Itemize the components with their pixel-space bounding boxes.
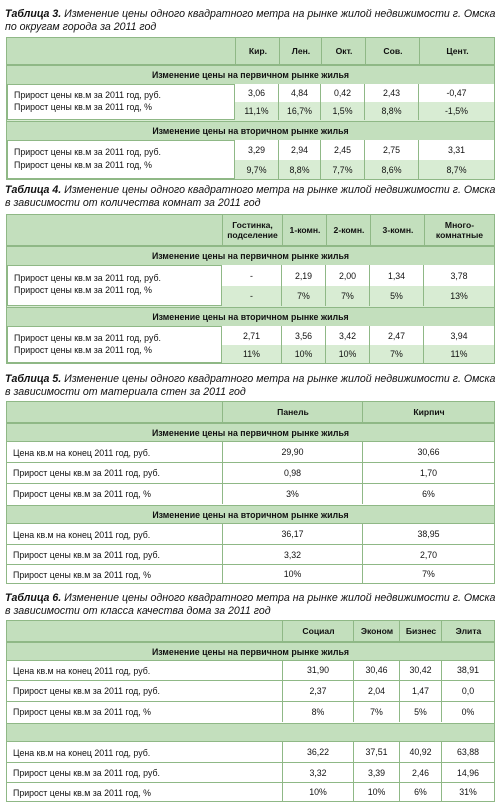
table-cell: 2,43 — [365, 84, 419, 102]
table-cell: 11% — [424, 345, 494, 363]
table-cell: 1,34 — [370, 265, 424, 286]
table-cell: 0,42 — [321, 84, 365, 102]
table6-label-rub: Прирост цены кв.м за 2011 год, руб. — [13, 686, 160, 696]
table3-col-sov: Сов. — [365, 38, 420, 64]
table-cell: 1,5% — [321, 102, 365, 120]
table3-label-pct: Прирост цены кв.м за 2011 год, % — [14, 102, 152, 112]
table6-header — [7, 621, 494, 642]
table5-label-price: Цена кв.м на конец 2011 год, руб. — [13, 530, 151, 540]
table-cell: 30,66 — [362, 442, 494, 462]
table-cell: 36,17 — [222, 524, 362, 544]
table3-secondary-band: Изменение цены на вторичном рынке жилья — [7, 121, 494, 141]
table-cell: 10% — [282, 783, 353, 801]
table-cell: 38,95 — [362, 524, 494, 544]
table-cell: 38,91 — [441, 660, 494, 680]
table6-secondary-band — [7, 723, 494, 742]
table-cell: 2,00 — [326, 265, 370, 286]
table-cell: 7% — [362, 565, 494, 583]
table5-label-rub: Прирост цены кв.м за 2011 год, руб. — [13, 468, 160, 478]
table-cell: 8,6% — [365, 160, 419, 179]
table-cell: 37,51 — [353, 742, 399, 762]
table-cell: 31,90 — [282, 660, 353, 680]
table-cell: 1,70 — [362, 463, 494, 483]
table-cell: 3,56 — [282, 326, 326, 345]
table-cell: 36,22 — [282, 742, 353, 762]
table-cell: 4,84 — [279, 84, 321, 102]
table5 — [6, 401, 495, 584]
table-cell: 6% — [399, 783, 441, 801]
table-cell: 29,90 — [222, 442, 362, 462]
table5-label-price: Цена кв.м на конец 2011 год, руб. — [13, 448, 151, 458]
table-cell: 10% — [222, 565, 362, 583]
table5-label-pct: Прирост цены кв.м за 2011 год, % — [13, 570, 151, 580]
table4-col-3k: 3-комн. — [370, 215, 425, 245]
table-cell: 2,37 — [282, 681, 353, 701]
table-cell: 8,8% — [279, 160, 321, 179]
table-cell: 2,75 — [365, 140, 419, 160]
table3-label-pct: Прирост цены кв.м за 2011 год, % — [14, 160, 152, 170]
table-cell: 3,32 — [282, 763, 353, 782]
table6-number: Таблица 6. — [5, 592, 62, 604]
table4-col-multi: Много-комнатные — [424, 215, 494, 245]
table4-labels-primary — [7, 265, 222, 306]
table6-label-pct: Прирост цены кв.м за 2011 год, % — [13, 707, 151, 717]
table6-title: Изменение цены одного квадратного метра на рынке жилой недвижимости г. Омска в зависимости от класса качества дома за 2011 год — [5, 592, 496, 617]
table-cell: 7,7% — [321, 160, 365, 179]
table5-caption — [5, 373, 497, 399]
table5-col-brick: Кирпич — [362, 402, 495, 422]
table4-caption — [5, 184, 497, 210]
table6-label-pct: Прирост цены кв.м за 2011 год, % — [13, 788, 151, 798]
table-cell: 6% — [362, 484, 494, 504]
table-cell: 1,47 — [399, 681, 441, 701]
table6-label-price: Цена кв.м на конец 2011 год, руб. — [13, 748, 151, 758]
table-cell: 3,06 — [235, 84, 279, 102]
table-cell: 40,92 — [399, 742, 441, 762]
table-cell: 3,94 — [424, 326, 494, 345]
table3 — [6, 37, 495, 180]
table3-labels-primary — [7, 84, 235, 120]
table-cell: 7% — [370, 345, 424, 363]
table-cell: 10% — [353, 783, 399, 801]
table-cell: - — [222, 265, 282, 286]
table-cell: 16,7% — [279, 102, 321, 120]
table-cell: -1,5% — [419, 102, 494, 120]
table5-label-rub: Прирост цены кв.м за 2011 год, руб. — [13, 550, 160, 560]
table-cell: 0,0 — [441, 681, 494, 701]
table6-col-econom: Эконом — [353, 621, 400, 641]
table-cell: 2,94 — [279, 140, 321, 160]
table6-col-social: Социал — [282, 621, 354, 641]
table4-labels-secondary — [7, 326, 222, 363]
table5-label-pct: Прирост цены кв.м за 2011 год, % — [13, 489, 151, 499]
table-cell: 63,88 — [441, 742, 494, 762]
table-cell: 3% — [222, 484, 362, 504]
table3-col-len: Лен. — [279, 38, 322, 64]
table-cell: 2,04 — [353, 681, 399, 701]
table-cell: 2,45 — [321, 140, 365, 160]
table3-label-rub: Прирост цены кв.м за 2011 год, руб. — [14, 147, 161, 157]
table3-caption — [5, 8, 497, 34]
table-cell: 7% — [326, 286, 370, 306]
table3-col-cent: Цент. — [419, 38, 495, 64]
table3-labels-secondary — [7, 140, 235, 179]
table5-header — [7, 402, 494, 423]
table4-primary-band: Изменение цены на первичном рынке жилья — [7, 246, 494, 266]
table4 — [6, 214, 495, 364]
table-cell: 3,39 — [353, 763, 399, 782]
table-cell: 7% — [282, 286, 326, 306]
table6-caption — [5, 592, 497, 618]
table-cell: 2,46 — [399, 763, 441, 782]
table-cell: 30,46 — [353, 660, 399, 680]
table4-label-pct: Прирост цены кв.м за 2011 год, % — [14, 285, 152, 295]
table-cell: 8,8% — [365, 102, 419, 120]
table6-col-elite: Элита — [441, 621, 495, 641]
table-cell: 11,1% — [235, 102, 279, 120]
table-cell: 10% — [282, 345, 326, 363]
table-cell: -0,47 — [419, 84, 494, 102]
table-cell: 10% — [326, 345, 370, 363]
table-cell: 7% — [353, 702, 399, 722]
table-cell: 3,42 — [326, 326, 370, 345]
table5-title: Изменение цены одного квадратного метра на рынке жилой недвижимости г. Омска в зависимости от материала стен за 2011 год — [5, 373, 496, 398]
table-cell: 0% — [441, 702, 494, 722]
table4-header — [7, 215, 494, 246]
table5-primary-band: Изменение цены на первичном рынке жилья — [7, 423, 494, 442]
table-cell: 8,7% — [419, 160, 494, 179]
table-cell: 3,31 — [419, 140, 494, 160]
table4-title: Изменение цены одного квадратного метра на рынке жилой недвижимости г. Омска в зависимости от количества комнат за 2011 год — [5, 184, 496, 209]
table-cell: 2,70 — [362, 545, 494, 564]
table-cell: 3,32 — [222, 545, 362, 564]
table4-col-1k: 1-комн. — [282, 215, 327, 245]
table-cell: 5% — [399, 702, 441, 722]
table-cell: 3,29 — [235, 140, 279, 160]
table-cell: 11% — [222, 345, 282, 363]
table3-primary-band: Изменение цены на первичном рынке жилья — [7, 65, 494, 85]
table-cell: 31% — [441, 783, 494, 801]
table4-label-rub: Прирост цены кв.м за 2011 год, руб. — [14, 273, 161, 283]
table6-col-business: Бизнес — [399, 621, 442, 641]
table-cell: 3,78 — [424, 265, 494, 286]
table4-number: Таблица 4. — [5, 184, 62, 196]
table-cell: 13% — [424, 286, 494, 306]
table4-col-gostinka: Гостинка, подселение — [222, 215, 282, 245]
table3-col-kir: Кир. — [235, 38, 280, 64]
table6-label-rub: Прирост цены кв.м за 2011 год, руб. — [13, 768, 160, 778]
table5-secondary-band: Изменение цены на вторичном рынке жилья — [7, 505, 494, 524]
table5-number: Таблица 5. — [5, 373, 62, 385]
table4-label-rub: Прирост цены кв.м за 2011 год, руб. — [14, 333, 161, 343]
table-cell: 9,7% — [235, 160, 279, 179]
table4-col-2k: 2-комн. — [326, 215, 371, 245]
table-cell: 14,96 — [441, 763, 494, 782]
table4-label-pct: Прирост цены кв.м за 2011 год, % — [14, 345, 152, 355]
table-cell: 30,42 — [399, 660, 441, 680]
table5-col-panel: Панель — [222, 402, 363, 422]
table-cell: 5% — [370, 286, 424, 306]
table6-label-price: Цена кв.м на конец 2011 год, руб. — [13, 666, 151, 676]
table3-col-okt: Окт. — [321, 38, 366, 64]
table-cell: 8% — [282, 702, 353, 722]
table6 — [6, 620, 495, 802]
table-cell: 2,47 — [370, 326, 424, 345]
table3-header — [7, 38, 494, 65]
table6-primary-band: Изменение цены на первичном рынке жилья — [7, 642, 494, 661]
table3-label-rub: Прирост цены кв.м за 2011 год, руб. — [14, 90, 161, 100]
table-cell: 2,19 — [282, 265, 326, 286]
table4-secondary-band: Изменение цены на вторичном рынке жилья — [7, 307, 494, 327]
table-cell: - — [222, 286, 282, 306]
table3-number: Таблица 3. — [5, 8, 62, 20]
table-cell: 2,71 — [222, 326, 282, 345]
table-cell: 0,98 — [222, 463, 362, 483]
table3-title: Изменение цены одного квадратного метра на рынке жилой недвижимости г. Омска по округам города за 2011 год — [5, 8, 496, 33]
